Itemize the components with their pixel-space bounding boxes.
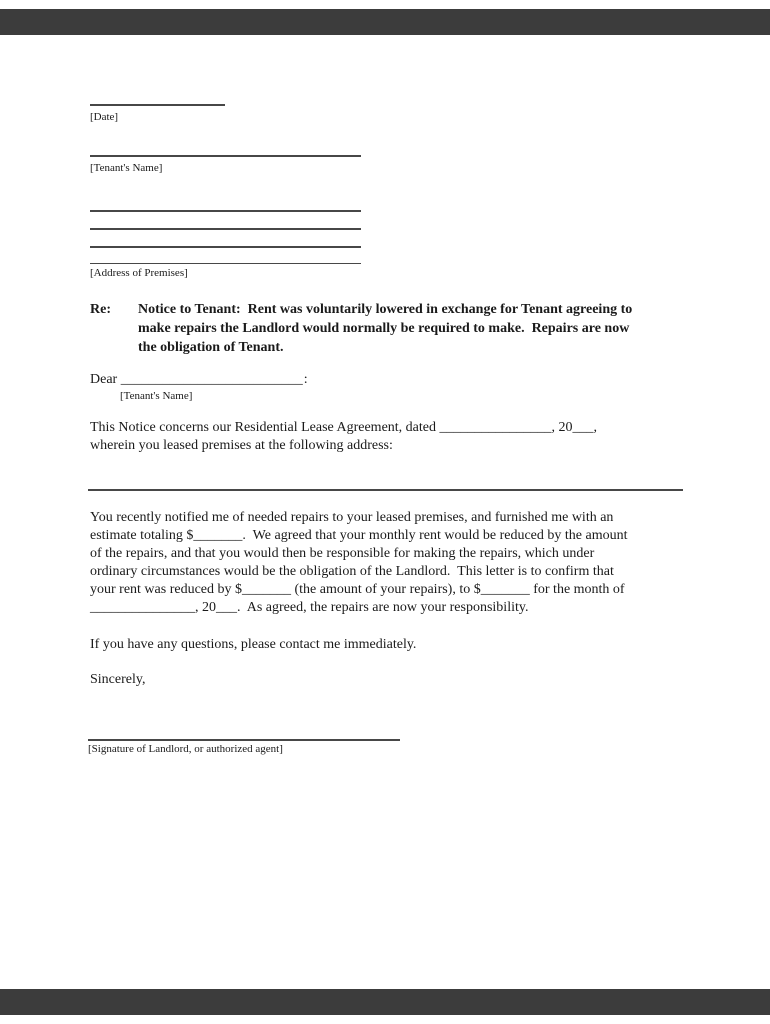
body-line-5: your rent was reduced by $_______ (the amount of your repairs), to $_______ for the month of [90, 582, 625, 597]
signature-label: [Signature of Landlord, or authorized agent] [88, 743, 283, 755]
intro-line-1: This Notice concerns our Residential Lease Agreement, dated ________________, 20___, [90, 420, 597, 435]
tenant-name-blank-line [90, 155, 361, 157]
intro-line-2: wherein you leased premises at the following address: [90, 438, 393, 453]
address-blank-line-1 [90, 210, 361, 212]
body-line-1: You recently notified me of needed repairs to your leased premises, and furnished me with an [90, 510, 614, 525]
salutation-blank: __________________________ [120, 372, 303, 387]
address-blank-line-2 [90, 228, 361, 230]
body-line-2: estimate totaling $_______. We agreed that your monthly rent would be reduced by the amount [90, 528, 628, 543]
body-line-6: _______________, 20___. As agreed, the repairs are now your responsibility. [90, 600, 529, 615]
date-blank-line [90, 104, 225, 106]
re-subject-line-1: Notice to Tenant: Rent was voluntarily lowered in exchange for Tenant agreeing to [138, 302, 633, 317]
body-line-3: of the repairs, and that you would then be responsible for making the repairs, which under [90, 546, 595, 561]
re-subject-line-2: make repairs the Landlord would normally be required to make. Repairs are now [138, 321, 630, 336]
salutation-sublabel: [Tenant's Name] [120, 390, 193, 402]
signoff: Sincerely, [90, 672, 146, 687]
premises-address-rule [88, 489, 683, 491]
date-label: [Date] [90, 111, 119, 123]
salutation-prefix: Dear [90, 372, 121, 387]
closing-line: If you have any questions, please contact me immediately. [90, 637, 417, 652]
salutation-colon: : [303, 372, 308, 387]
signature-blank-line [88, 739, 400, 741]
salutation-line [90, 371, 308, 389]
scan-edge-bar-top [0, 9, 770, 35]
address-blank-line-3 [90, 246, 361, 248]
tenant-name-label: [Tenant's Name] [90, 162, 163, 174]
re-subject-line-3: the obligation of Tenant. [138, 340, 284, 355]
body-line-4: ordinary circumstances would be the obligation of the Landlord. This letter is to confirm that [90, 564, 614, 579]
address-blank-line-4 [90, 263, 361, 264]
scan-edge-bar-bottom [0, 989, 770, 1015]
address-label: [Address of Premises] [90, 267, 188, 279]
re-prefix: Re: [90, 302, 111, 317]
